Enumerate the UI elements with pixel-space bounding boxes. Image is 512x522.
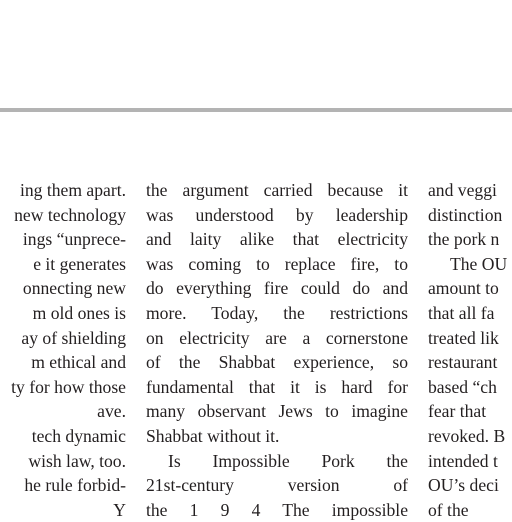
right-column [428,178,507,522]
text-line: m ethical and [31,352,126,373]
text-line: treated lik [428,327,499,348]
text-line: amount to [428,278,499,299]
text-line: wish law, too. [28,450,126,471]
text-line: and laity alike that electricity [146,229,408,250]
text-line: do everything fire could do and [146,278,408,299]
text-line: was coming to replace fire, to [146,253,408,274]
text-line: ay of shielding [21,327,126,348]
left-column [11,178,126,522]
text-line: the argument carried because it [146,180,408,200]
text-line: distinction [428,204,503,225]
text-line: and veggi [428,180,497,200]
text-line: ing them apart. [19,180,126,200]
text-line: fundamental that it is hard for [146,376,408,397]
text-line: the 1 9 4 The impossible [146,499,408,520]
text-line: based “ch [428,376,497,397]
text-line: more. Today, the restrictions [146,302,408,323]
text-line: fear that [428,401,487,422]
text-line: Y [113,499,126,520]
text-line: Is Impossible Pork the [168,450,408,471]
text-line: Shabbat without it. [146,425,280,446]
text-line: tech dynamic [31,425,126,446]
text-line: many observant Jews to imagine [146,401,408,422]
text-line: of the [428,499,469,520]
text-line: on electricity are a cornerstone [146,327,408,348]
header-divider [0,108,512,112]
text-line: restaurant [428,352,498,373]
text-line: revoked. B [428,425,506,446]
text-line: OU’s deci [428,475,499,496]
text-line: 21st-century version of [146,475,408,496]
text-line: new technology [14,204,126,225]
text-line: was understood by leadership [146,204,408,225]
text-line: that all fa [428,302,495,323]
middle-column [146,178,408,522]
text-line: ty for how those [11,376,126,397]
text-line: m old ones is [32,302,126,323]
text-line: intended t [428,450,498,471]
text-line: e it generates [33,253,126,274]
text-line: onnecting new [22,278,126,299]
text-line: the pork n [428,229,500,250]
text-line: ave. [97,401,126,422]
text-line: The OU [450,253,508,274]
text-line: he rule forbid- [24,475,126,496]
text-line: of the Shabbat experience, so [146,352,408,373]
text-line: ings “unprece- [22,229,126,250]
